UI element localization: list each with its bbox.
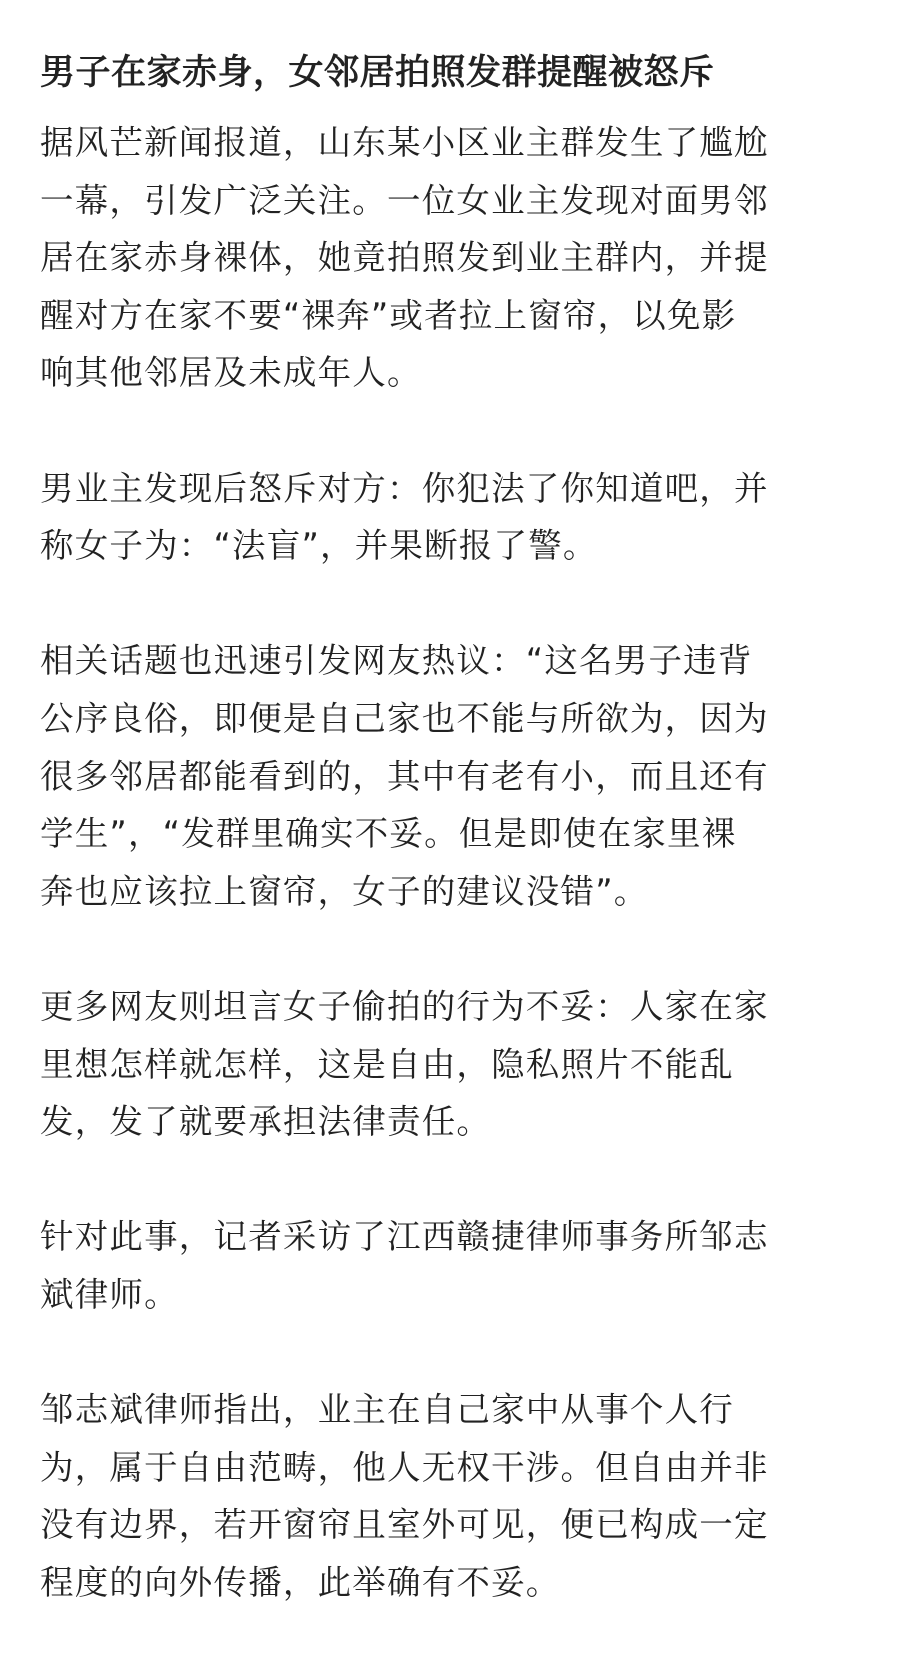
paragraph-line: 学生”，“发群里确实不妥。但是即使在家里裸 bbox=[40, 814, 737, 854]
paragraph-line: 男业主发现后怒斥对方：你犯法了你知道吧，并 bbox=[40, 468, 769, 508]
paragraph-line: 发，发了就要承担法律责任。 bbox=[40, 1102, 492, 1142]
paragraph-line: 奔也应该拉上窗帘，女子的建议没错”。 bbox=[40, 871, 649, 911]
paragraph-line: 响其他邻居及未成年人。 bbox=[40, 353, 422, 393]
article-paragraph bbox=[40, 978, 870, 1151]
paragraph-line: 没有边界，若开窗帘且室外可见，便已构成一定 bbox=[40, 1505, 769, 1545]
paragraph-line: 更多网友则坦言女子偷拍的行为不妥：人家在家 bbox=[40, 986, 769, 1026]
article-paragraph bbox=[40, 1208, 870, 1323]
paragraph-line: 邹志斌律师指出，业主在自己家中从事个人行 bbox=[40, 1390, 734, 1430]
article bbox=[40, 40, 870, 1669]
article-paragraph bbox=[40, 1381, 870, 1611]
article-paragraph bbox=[40, 632, 870, 920]
paragraph-line: 公序良俗，即便是自己家也不能与所欲为，因为 bbox=[40, 698, 769, 738]
paragraph-line: 醒对方在家不要“裸奔”或者拉上窗帘，以免影 bbox=[40, 295, 737, 335]
paragraph-line: 针对此事，记者采访了江西赣捷律师事务所邹志 bbox=[40, 1217, 769, 1257]
paragraph-line: 斌律师。 bbox=[40, 1274, 179, 1314]
paragraph-line: 里想怎样就怎样，这是自由，隐私照片不能乱 bbox=[40, 1044, 734, 1084]
paragraph-line: 相关话题也迅速引发网友热议：“这名男子违背 bbox=[40, 641, 753, 681]
article-title: 男子在家赤身，女邻居拍照发群提醒被怒斥 bbox=[40, 53, 715, 93]
paragraph-line: 一幕，引发广泛关注。一位女业主发现对面男邻 bbox=[40, 180, 769, 220]
paragraph-line: 为，属于自由范畴，他人无权干涉。但自由并非 bbox=[40, 1447, 769, 1487]
paragraph-line: 程度的向外传播，此举确有不妥。 bbox=[40, 1562, 561, 1602]
article-paragraph bbox=[40, 460, 870, 575]
paragraph-line: 很多邻居都能看到的，其中有老有小，而且还有 bbox=[40, 756, 769, 796]
paragraph-line: 居在家赤身裸体，她竟拍照发到业主群内，并提 bbox=[40, 238, 769, 278]
article-paragraph bbox=[40, 114, 870, 402]
paragraph-line: 据风芒新闻报道，山东某小区业主群发生了尴尬 bbox=[40, 123, 769, 162]
paragraph-line: 称女子为：“法盲”，并果断报了警。 bbox=[40, 526, 598, 566]
